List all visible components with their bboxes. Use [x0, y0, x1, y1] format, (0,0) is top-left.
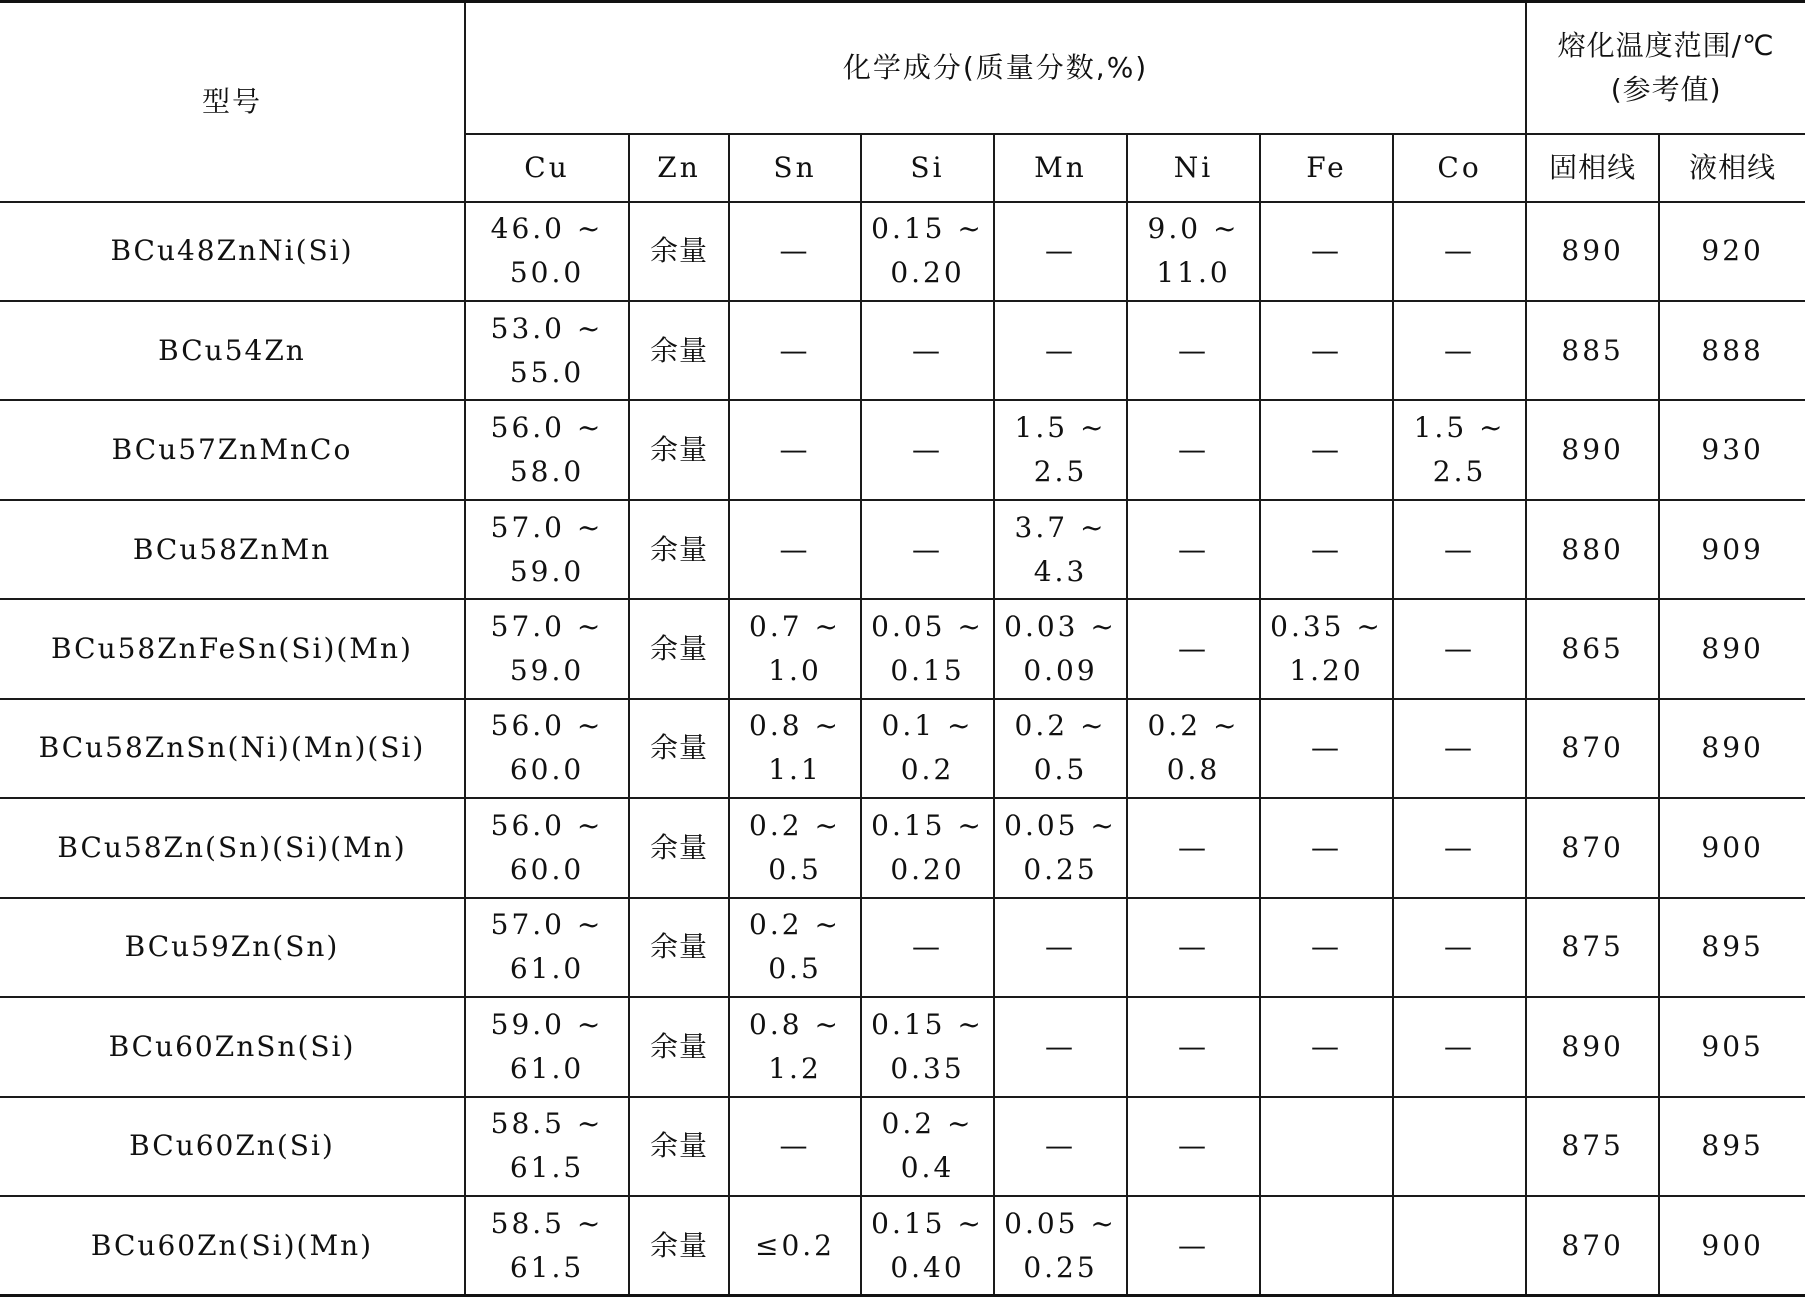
cell-cu-line: 57.0 ~	[490, 610, 604, 644]
cell-si	[861, 500, 994, 599]
cell-solidus: 890	[1526, 997, 1659, 1096]
cell-liquidus: 900	[1659, 798, 1805, 897]
cell-si-line: 0.15 ~	[871, 1007, 984, 1041]
cell-cu-line: 61.5	[509, 1151, 585, 1185]
cell-model: BCu60Zn(Si)(Mn)	[0, 1196, 465, 1295]
cell-cu-line: 46.0 ~	[490, 212, 604, 246]
cell-ni	[1127, 301, 1260, 400]
cell-sn-line: 1.2	[768, 1051, 822, 1085]
cell-fe-line: —	[1311, 830, 1342, 864]
cell-cu	[465, 699, 629, 798]
cell-mn-line: —	[1045, 1029, 1076, 1063]
cell-ni-line: —	[1178, 632, 1209, 666]
header-element-cu: Cu	[465, 134, 629, 202]
cell-fe	[1260, 898, 1393, 997]
cell-ni	[1127, 202, 1260, 301]
cell-model: BCu54Zn	[0, 301, 465, 400]
cell-zn	[629, 400, 729, 499]
cell-sn	[729, 997, 861, 1096]
cell-cu	[465, 1097, 629, 1196]
cell-mn-line: 0.25	[1023, 852, 1098, 886]
cell-mn-line: 3.7 ~	[1014, 510, 1107, 544]
cell-sn-line: 1.0	[768, 654, 822, 688]
cell-fe-line: —	[1311, 433, 1342, 467]
header-element-co: Co	[1393, 134, 1526, 202]
cell-cu	[465, 400, 629, 499]
cell-zn	[629, 599, 729, 698]
cell-liquidus: 895	[1659, 898, 1805, 997]
cell-sn	[729, 1196, 861, 1295]
header-row-1	[0, 2, 1805, 134]
cell-fe	[1260, 1097, 1393, 1196]
table-row	[0, 798, 1805, 897]
cell-mn-line: —	[1045, 1129, 1076, 1163]
table-row	[0, 898, 1805, 997]
table-header	[0, 2, 1805, 202]
cell-sn-line: 0.8 ~	[749, 1007, 841, 1041]
cell-mn-line: 4.3	[1033, 554, 1088, 588]
cell-si	[861, 202, 994, 301]
cell-fe	[1260, 301, 1393, 400]
cell-co	[1393, 599, 1526, 698]
cell-mn	[994, 400, 1127, 499]
cell-mn-line: 0.05 ~	[1004, 1206, 1117, 1240]
cell-model: BCu60ZnSn(Si)	[0, 997, 465, 1096]
cell-model: BCu58ZnFeSn(Si)(Mn)	[0, 599, 465, 698]
cell-sn-line: —	[779, 433, 811, 467]
cell-liquidus: 895	[1659, 1097, 1805, 1196]
cell-model: BCu57ZnMnCo	[0, 400, 465, 499]
cell-ni-line: —	[1178, 830, 1209, 864]
header-liquidus: 液相线	[1659, 134, 1805, 202]
cell-cu	[465, 1196, 629, 1295]
cell-fe	[1260, 500, 1393, 599]
cell-co-line: —	[1444, 930, 1476, 964]
cell-fe-line: 0.35 ~	[1270, 610, 1383, 644]
cell-zn	[629, 202, 729, 301]
cell-sn-line: —	[779, 1129, 811, 1163]
cell-ni-line: —	[1178, 532, 1209, 566]
cell-liquidus: 888	[1659, 301, 1805, 400]
cell-si-line: 0.05 ~	[871, 610, 984, 644]
cell-co	[1393, 997, 1526, 1096]
cell-co-line: 1.5 ~	[1413, 411, 1506, 445]
cell-ni	[1127, 400, 1260, 499]
cell-si-line: 0.15 ~	[871, 1206, 984, 1240]
cell-si-line: 0.4	[900, 1151, 955, 1185]
cell-fe	[1260, 599, 1393, 698]
cell-cu-line: 56.0 ~	[490, 411, 604, 445]
cell-mn	[994, 301, 1127, 400]
table-row	[0, 599, 1805, 698]
cell-mn-line: 0.5	[1033, 753, 1088, 787]
cell-model: BCu58ZnSn(Ni)(Mn)(Si)	[0, 699, 465, 798]
cell-fe-line: —	[1311, 1029, 1342, 1063]
cell-fe	[1260, 699, 1393, 798]
cell-cu	[465, 997, 629, 1096]
table-row	[0, 1196, 1805, 1295]
cell-cu-line: 60.0	[509, 852, 585, 886]
cell-mn	[994, 599, 1127, 698]
cell-ni	[1127, 599, 1260, 698]
cell-sn	[729, 798, 861, 897]
cell-cu	[465, 599, 629, 698]
cell-cu-line: 59.0	[509, 554, 585, 588]
cell-co-line: —	[1444, 731, 1476, 765]
cell-cu	[465, 301, 629, 400]
cell-sn-line: 0.2 ~	[749, 908, 841, 942]
cell-cu-line: 61.0	[509, 952, 585, 986]
cell-zn-line: 余量	[649, 632, 708, 666]
cell-sn-line: —	[779, 532, 811, 566]
cell-mn	[994, 798, 1127, 897]
cell-ni-line: —	[1178, 930, 1209, 964]
table-row	[0, 1097, 1805, 1196]
cell-mn-line: 0.09	[1023, 654, 1098, 688]
cell-solidus: 885	[1526, 301, 1659, 400]
cell-co	[1393, 1097, 1526, 1196]
table-row	[0, 500, 1805, 599]
cell-ni	[1127, 699, 1260, 798]
cell-zn	[629, 997, 729, 1096]
cell-sn-line: 0.5	[768, 852, 822, 886]
cell-ni-line: —	[1178, 433, 1209, 467]
cell-mn-line: —	[1045, 930, 1076, 964]
cell-solidus: 875	[1526, 898, 1659, 997]
cell-sn	[729, 202, 861, 301]
cell-cu-line: 58.5 ~	[490, 1206, 604, 1240]
cell-solidus: 890	[1526, 400, 1659, 499]
cell-mn-line: 0.25	[1023, 1250, 1098, 1284]
table-row	[0, 699, 1805, 798]
cell-si	[861, 699, 994, 798]
cell-liquidus: 900	[1659, 1196, 1805, 1295]
cell-mn-line: —	[1045, 333, 1076, 367]
cell-ni-line: —	[1178, 1029, 1209, 1063]
cell-si	[861, 798, 994, 897]
cell-co-line: —	[1444, 1029, 1476, 1063]
cell-mn-line: 0.03 ~	[1004, 610, 1117, 644]
cell-sn	[729, 1097, 861, 1196]
cell-zn-line: 余量	[649, 1129, 708, 1163]
cell-liquidus: 890	[1659, 599, 1805, 698]
cell-cu-line: 57.0 ~	[490, 908, 604, 942]
table-row	[0, 202, 1805, 301]
cell-solidus: 890	[1526, 202, 1659, 301]
cell-zn-line: 余量	[649, 830, 708, 864]
cell-si-line: 0.40	[890, 1250, 965, 1284]
cell-si-line: 0.20	[890, 256, 965, 290]
table-row	[0, 997, 1805, 1096]
cell-co	[1393, 202, 1526, 301]
header-element-mn: Mn	[994, 134, 1127, 202]
cell-cu-line: 58.5 ~	[490, 1107, 604, 1141]
cell-fe	[1260, 202, 1393, 301]
cell-cu	[465, 898, 629, 997]
cell-fe	[1260, 997, 1393, 1096]
cell-zn-line: 余量	[649, 930, 708, 964]
cell-cu-line: 50.0	[509, 256, 585, 290]
cell-sn-line: ≤0.2	[755, 1228, 835, 1262]
cell-model: BCu48ZnNi(Si)	[0, 202, 465, 301]
cell-co-line: —	[1444, 532, 1476, 566]
cell-si	[861, 898, 994, 997]
cell-solidus: 875	[1526, 1097, 1659, 1196]
cell-sn-line: 0.8 ~	[749, 709, 841, 743]
cell-si-line: 0.15 ~	[871, 212, 984, 246]
table-row	[0, 301, 1805, 400]
cell-liquidus: 930	[1659, 400, 1805, 499]
header-element-sn: Sn	[729, 134, 861, 202]
cell-ni-line: 0.8	[1166, 753, 1221, 787]
cell-model: BCu59Zn(Sn)	[0, 898, 465, 997]
cell-si	[861, 1097, 994, 1196]
cell-solidus: 870	[1526, 1196, 1659, 1295]
cell-solidus: 880	[1526, 500, 1659, 599]
cell-cu-line: 59.0 ~	[490, 1007, 604, 1041]
cell-ni	[1127, 1196, 1260, 1295]
cell-co-line: —	[1444, 333, 1476, 367]
cell-si-line: 0.1 ~	[881, 709, 974, 743]
cell-co	[1393, 400, 1526, 499]
cell-fe-line: —	[1311, 333, 1342, 367]
cell-ni	[1127, 1097, 1260, 1196]
cell-sn	[729, 898, 861, 997]
header-model: 型号	[0, 2, 465, 202]
table-row	[0, 400, 1805, 499]
cell-si	[861, 599, 994, 698]
cell-ni-line: 9.0 ~	[1147, 212, 1240, 246]
cell-si-line: 0.35	[890, 1051, 965, 1085]
cell-sn-line: —	[779, 333, 811, 367]
cell-mn	[994, 1097, 1127, 1196]
cell-solidus: 870	[1526, 798, 1659, 897]
cell-ni	[1127, 500, 1260, 599]
cell-cu-line: 56.0 ~	[490, 808, 604, 842]
cell-mn	[994, 202, 1127, 301]
cell-zn-line: 余量	[649, 433, 708, 467]
cell-sn	[729, 699, 861, 798]
cell-si-line: 0.15	[890, 654, 965, 688]
cell-fe-line: 1.20	[1289, 654, 1364, 688]
cell-zn-line: 余量	[649, 532, 708, 566]
cell-zn-line: 余量	[649, 1228, 708, 1262]
cell-si-line: 0.20	[890, 852, 965, 886]
header-composition: 化学成分(质量分数,%)	[465, 2, 1526, 134]
cell-co	[1393, 699, 1526, 798]
cell-si	[861, 997, 994, 1096]
cell-co-line: —	[1444, 830, 1476, 864]
cell-sn-line: 0.5	[768, 952, 822, 986]
cell-fe-line: —	[1311, 234, 1342, 268]
cell-cu-line: 56.0 ~	[490, 709, 604, 743]
cell-cu-line: 60.0	[509, 753, 585, 787]
cell-co-line: 2.5	[1432, 455, 1487, 489]
cell-zn-line: 余量	[649, 1029, 708, 1063]
header-melting-line2: (参考值)	[1610, 72, 1722, 106]
cell-sn-line: 1.1	[768, 753, 822, 787]
cell-cu-line: 59.0	[509, 654, 585, 688]
cell-si	[861, 400, 994, 499]
cell-fe	[1260, 798, 1393, 897]
header-element-zn: Zn	[629, 134, 729, 202]
cell-ni-line: —	[1178, 333, 1209, 367]
cell-zn	[629, 798, 729, 897]
cell-mn-line: 0.2 ~	[1014, 709, 1107, 743]
cell-zn	[629, 301, 729, 400]
cell-mn	[994, 997, 1127, 1096]
cell-si-line: —	[912, 333, 943, 367]
cell-si-line: 0.15 ~	[871, 808, 984, 842]
cell-zn	[629, 699, 729, 798]
cell-ni-line: —	[1178, 1228, 1209, 1262]
cell-sn	[729, 301, 861, 400]
cell-co	[1393, 301, 1526, 400]
cell-ni-line: 0.2 ~	[1147, 709, 1240, 743]
cell-zn	[629, 500, 729, 599]
cell-si	[861, 301, 994, 400]
cell-sn-line: —	[779, 234, 811, 268]
cell-ni	[1127, 798, 1260, 897]
header-element-fe: Fe	[1260, 134, 1393, 202]
cell-si-line: —	[912, 930, 943, 964]
cell-sn	[729, 599, 861, 698]
cell-cu-line: 58.0	[509, 455, 585, 489]
cell-solidus: 870	[1526, 699, 1659, 798]
cell-cu-line: 53.0 ~	[490, 311, 604, 345]
cell-si-line: —	[912, 532, 943, 566]
header-melting-line1: 熔化温度范围/℃	[1557, 28, 1775, 62]
cell-co	[1393, 798, 1526, 897]
header-solidus: 固相线	[1526, 134, 1659, 202]
cell-co	[1393, 1196, 1526, 1295]
cell-mn	[994, 699, 1127, 798]
table-body	[0, 202, 1805, 1296]
cell-solidus: 865	[1526, 599, 1659, 698]
cell-model: BCu58Zn(Sn)(Si)(Mn)	[0, 798, 465, 897]
cell-sn	[729, 400, 861, 499]
cell-zn-line: 余量	[649, 234, 708, 268]
header-element-si: Si	[861, 134, 994, 202]
cell-mn-line: 0.05 ~	[1004, 808, 1117, 842]
cell-cu-line: 55.0	[509, 355, 585, 389]
cell-mn-line: 2.5	[1033, 455, 1088, 489]
cell-liquidus: 890	[1659, 699, 1805, 798]
cell-co-line: —	[1444, 234, 1476, 268]
cell-cu-line: 61.5	[509, 1250, 585, 1284]
cell-cu	[465, 202, 629, 301]
cell-liquidus: 920	[1659, 202, 1805, 301]
cell-mn	[994, 500, 1127, 599]
cell-zn-line: 余量	[649, 333, 708, 367]
cell-mn	[994, 898, 1127, 997]
cell-cu-line: 61.0	[509, 1051, 585, 1085]
cell-fe-line: —	[1311, 930, 1342, 964]
cell-mn	[994, 1196, 1127, 1295]
cell-fe	[1260, 400, 1393, 499]
cell-mn-line: 1.5 ~	[1014, 411, 1107, 445]
cell-cu	[465, 500, 629, 599]
cell-sn-line: 0.2 ~	[749, 808, 841, 842]
cell-liquidus: 905	[1659, 997, 1805, 1096]
cell-model: BCu58ZnMn	[0, 500, 465, 599]
cell-fe-line: —	[1311, 731, 1342, 765]
header-melting-range	[1526, 2, 1805, 134]
cell-liquidus: 909	[1659, 500, 1805, 599]
cell-si	[861, 1196, 994, 1295]
header-element-ni: Ni	[1127, 134, 1260, 202]
cell-zn	[629, 1097, 729, 1196]
cell-sn	[729, 500, 861, 599]
cell-ni-line: —	[1178, 1129, 1209, 1163]
cell-co-line: —	[1444, 632, 1476, 666]
cell-co	[1393, 500, 1526, 599]
cell-model: BCu60Zn(Si)	[0, 1097, 465, 1196]
cell-zn	[629, 1196, 729, 1295]
cell-mn-line: —	[1045, 234, 1076, 268]
cell-cu	[465, 798, 629, 897]
cell-si-line: 0.2	[900, 753, 955, 787]
cell-co	[1393, 898, 1526, 997]
cell-zn-line: 余量	[649, 731, 708, 765]
cell-zn	[629, 898, 729, 997]
cell-si-line: —	[912, 433, 943, 467]
cell-fe-line: —	[1311, 532, 1342, 566]
cell-ni	[1127, 898, 1260, 997]
cell-si-line: 0.2 ~	[881, 1107, 974, 1141]
cell-sn-line: 0.7 ~	[749, 610, 841, 644]
cell-fe	[1260, 1196, 1393, 1295]
cell-ni-line: 11.0	[1156, 256, 1231, 290]
cell-cu-line: 57.0 ~	[490, 510, 604, 544]
cell-ni	[1127, 997, 1260, 1096]
